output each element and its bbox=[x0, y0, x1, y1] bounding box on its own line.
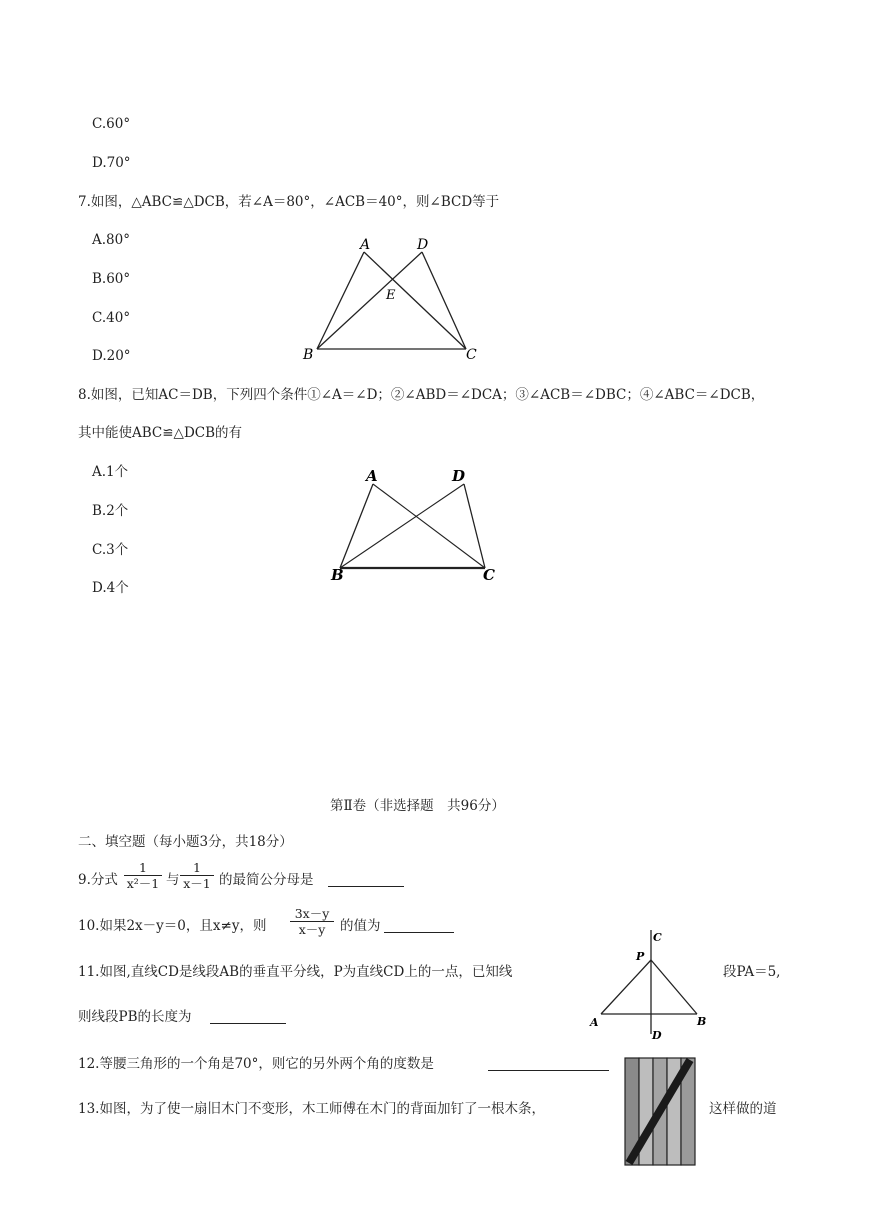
q7-option-a: A.80° bbox=[92, 232, 130, 248]
section-2-title: 第Ⅱ卷（非选择题 共96分） bbox=[330, 798, 505, 814]
q7-segment-ab bbox=[317, 252, 364, 349]
q13-text: 13.如图，为了使一扇旧木门不变形，木工师傅在木门的背面加钉了一根木条， bbox=[78, 1101, 545, 1117]
q10-answer-blank[interactable] bbox=[384, 932, 454, 933]
q7-segment-ac bbox=[364, 252, 466, 349]
q10-prefix: 10.如果2x－y＝0，且x≠y，则 bbox=[78, 918, 267, 934]
q9-prefix: 9.分式 bbox=[78, 872, 118, 888]
q9-fraction-2-numerator: 1 bbox=[180, 860, 214, 876]
q8-option-b: B.2个 bbox=[92, 503, 129, 519]
q8-option-d: D.4个 bbox=[92, 580, 129, 596]
q10-fraction-numerator: 3x－y bbox=[290, 906, 334, 922]
q8-option-a: A.1个 bbox=[92, 464, 129, 480]
q11-line2: 则线段PB的长度为 bbox=[78, 1009, 192, 1025]
q11-figure bbox=[585, 926, 715, 1046]
q11-label-d: D bbox=[652, 1029, 662, 1042]
q10-suffix: 的值为 bbox=[340, 918, 381, 934]
q8-stem-line2: 其中能使ABC≌△DCB的有 bbox=[78, 425, 243, 441]
q12-answer-blank[interactable] bbox=[488, 1070, 609, 1071]
q10-fraction-denominator: x－y bbox=[298, 922, 326, 937]
q7-label-e: E bbox=[386, 288, 396, 303]
q11-answer-blank[interactable] bbox=[210, 1023, 286, 1024]
q10-fraction bbox=[290, 906, 334, 937]
q11-line1: 11.如图,直线CD是线段AB的垂直平分线，P为直线CD上的一点，已知线 bbox=[78, 964, 513, 980]
q6-option-c: C.60° bbox=[92, 116, 131, 132]
q12-text: 12.等腰三角形的一个角是70°，则它的另外两个角的度数是 bbox=[78, 1056, 434, 1072]
q11-label-b: B bbox=[697, 1015, 707, 1028]
q9-fraction-1-denominator: x²－1 bbox=[126, 876, 160, 891]
q9-fraction-2-denominator: x－1 bbox=[183, 876, 211, 891]
q7-option-b: B.60° bbox=[92, 271, 131, 287]
q9-fraction-1-numerator: 1 bbox=[124, 860, 162, 876]
q7-label-c: C bbox=[466, 347, 477, 363]
q9-fraction-1 bbox=[124, 860, 162, 891]
q11-label-a: A bbox=[590, 1016, 599, 1029]
q7-option-c: C.40° bbox=[92, 310, 131, 326]
q9-suffix: 的最简公分母是 bbox=[219, 872, 314, 888]
q8-label-a: A bbox=[366, 467, 378, 485]
q8-segment-dc bbox=[464, 484, 485, 568]
q11-segment-pa bbox=[601, 960, 651, 1014]
q13-door-figure bbox=[624, 1057, 696, 1167]
q8-figure bbox=[328, 462, 503, 587]
q7-label-a: A bbox=[360, 237, 371, 253]
q11-label-c: C bbox=[653, 931, 662, 944]
q13-text-right: 这样做的道 bbox=[709, 1101, 777, 1117]
q11-segment-pb bbox=[651, 960, 697, 1014]
q8-stem-line1: 8.如图，已知AC＝DB，下列四个条件①∠A＝∠D；②∠ABD＝∠DCA；③∠ACB＝∠DBC；④∠ABC＝∠DCB， bbox=[78, 387, 765, 403]
q8-segment-ac bbox=[373, 484, 485, 568]
q7-stem: 7.如图，△ABC≌△DCB，若∠A＝80°，∠ACB＝40°，则∠BCD等于 bbox=[78, 194, 500, 210]
q8-segment-ab bbox=[340, 484, 373, 568]
q7-label-b: B bbox=[303, 347, 314, 363]
q7-option-d: D.20° bbox=[92, 348, 131, 364]
q8-label-c: C bbox=[483, 566, 495, 584]
q9-fraction-2 bbox=[180, 860, 214, 891]
q9-answer-blank[interactable] bbox=[328, 886, 404, 887]
q7-label-d: D bbox=[417, 237, 429, 253]
q9-middle: 与 bbox=[166, 872, 180, 888]
q7-segment-dc bbox=[422, 252, 466, 349]
q11-line1-right: 段PA＝5, bbox=[723, 964, 781, 980]
q6-option-d: D.70° bbox=[92, 155, 131, 171]
q8-option-c: C.3个 bbox=[92, 542, 129, 558]
fill-in-part-title: 二、填空题（每小题3分，共18分） bbox=[78, 834, 293, 850]
q8-label-d: D bbox=[452, 467, 466, 485]
q8-segment-db bbox=[340, 484, 464, 568]
q7-figure bbox=[300, 232, 490, 364]
q11-label-p: P bbox=[636, 950, 645, 963]
q8-label-b: B bbox=[331, 566, 344, 584]
q7-segment-db bbox=[317, 252, 422, 349]
